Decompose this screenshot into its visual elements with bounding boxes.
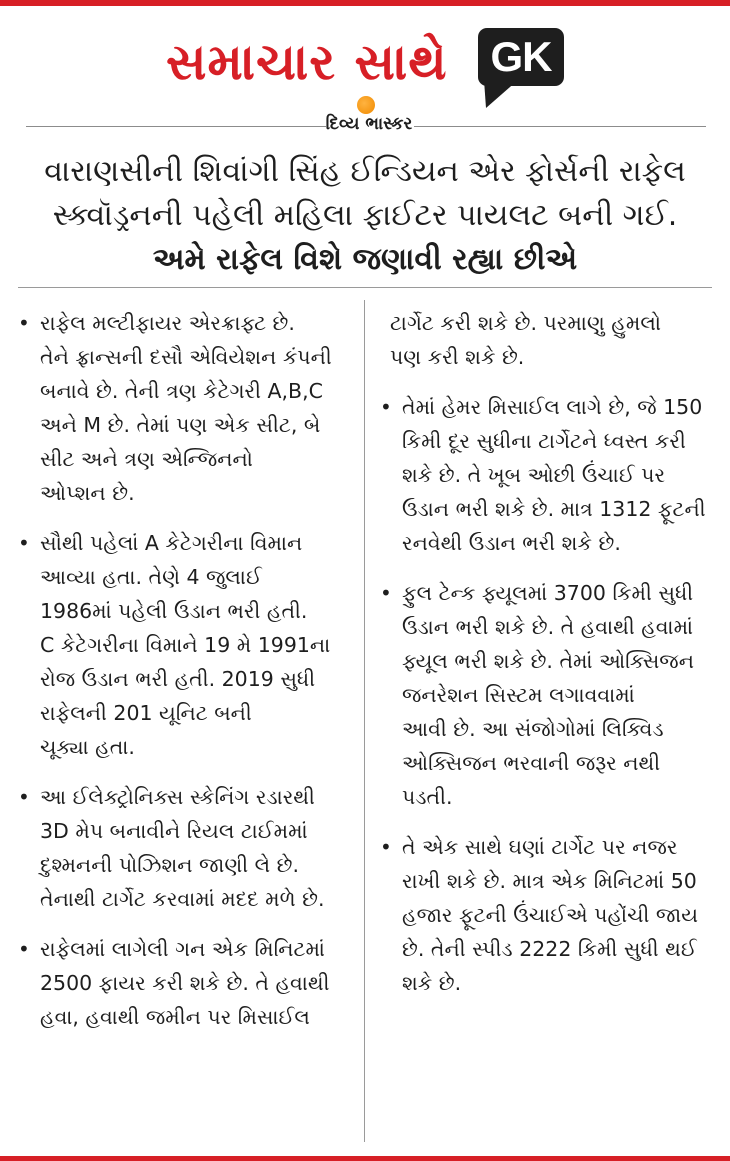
fact-line: ફ્યૂલ ભરી શકે છે. તેમાં ઓક્સિજન — [402, 649, 694, 673]
bullet-icon: • — [18, 311, 30, 335]
fact-item — [380, 390, 710, 560]
fact-item — [18, 932, 350, 1034]
fact-line: રનવેથી ઉડાન ભરી શકે છે. — [402, 531, 621, 555]
fact-line: કિમી દૂર સુધીના ટાર્ગેટને ધ્વસ્ત કરી — [402, 429, 686, 453]
speech-bubble-tail-icon — [484, 80, 524, 110]
fact-line: જનરેશન સિસ્ટમ લગાવવામાં — [402, 683, 635, 707]
gk-badge: GK — [478, 28, 564, 86]
fact-item — [18, 526, 350, 764]
bullet-icon: • — [380, 395, 392, 419]
fact-line: 3D મેપ બનાવીને રિયલ ટાઈમમાં — [40, 819, 308, 843]
fact-line: રાફેલ મલ્ટીફાયર એરક્રાફ્ટ છે. — [40, 311, 295, 335]
fact-line: ઉડાન ભરી શકે છે. તે હવાથી હવામાં — [402, 615, 694, 639]
fact-line: ફુલ ટેન્ક ફ્યૂલમાં 3700 કિમી સુધી — [402, 581, 694, 605]
bullet-icon: • — [18, 785, 30, 809]
fact-line: રાફેલની 201 યૂનિટ બની — [40, 701, 252, 725]
fact-line: છે. તેની સ્પીડ 2222 કિમી સુધી થઈ — [402, 937, 697, 961]
fact-line: હજાર ફૂટની ઉંચાઈએ પહોંચી જાય — [402, 903, 699, 927]
bullet-icon: • — [380, 835, 392, 859]
fact-line: 1986માં પહેલી ઉડાન ભરી હતી. — [40, 599, 308, 623]
headline-line: સ્ક્વૉડ્રનની પહેલી મહિલા ફાઈટર પાયલટ બની ગઈ. — [52, 198, 678, 233]
fact-line: તેનાથી ટાર્ગેટ કરવામાં મદદ મળે છે. — [40, 887, 325, 911]
section-divider — [18, 287, 712, 288]
fact-line: C કેટેગરીના વિમાને 19 મે 1991ના — [40, 633, 331, 657]
fact-line: અને M છે. તેમાં પણ એક સીટ, બે — [40, 413, 321, 437]
left-column — [18, 306, 350, 1050]
fact-item — [380, 830, 710, 1000]
fact-line: ઓપ્શન છે. — [40, 481, 135, 505]
fact-line: આવ્યા હતા. તેણે 4 જુલાઈ — [40, 565, 262, 589]
headline — [0, 150, 730, 282]
fact-item — [18, 780, 350, 916]
bottom-accent-bar — [0, 1156, 730, 1161]
fact-line: તે એક સાથે ઘણાં ટાર્ગેટ પર નજર — [402, 835, 678, 859]
fact-line: ઓક્સિજન ભરવાની જરૂર નથી — [402, 751, 661, 775]
fact-line: રાખી શકે છે. માત્ર એક મિનિટમાં 50 — [402, 869, 697, 893]
headline-line: વારાણસીની શિવાંગી સિંહ ઈન્ડિયન એર ફોર્સની રાફેલ — [44, 154, 686, 189]
fact-item — [18, 306, 350, 510]
fact-item-continued — [380, 306, 710, 374]
brand-logo: દિવ્ય ભાસ્કર — [325, 114, 413, 134]
brand-divider-right — [414, 126, 706, 127]
fact-line: તેમાં હેમર મિસાઈલ લાગે છે, જે 150 — [402, 395, 703, 419]
fact-line: ઉડાન ભરી શકે છે. માત્ર 1312 ફૂટની — [402, 497, 706, 521]
fact-item — [380, 576, 710, 814]
masthead-title: સમાચાર સાથે — [166, 33, 448, 91]
fact-line: હવા, હવાથી જમીન પર મિસાઈલ — [40, 1005, 310, 1029]
sun-logo-icon — [357, 96, 375, 114]
fact-line: આવી છે. આ સંજોગોમાં લિક્વિડ — [402, 717, 664, 741]
fact-line: સૌથી પહેલાં A કેટેગરીના વિમાન — [40, 531, 303, 555]
fact-line: ચૂક્યા હતા. — [40, 735, 135, 759]
top-accent-bar — [0, 0, 730, 6]
column-divider — [364, 300, 365, 1142]
fact-line: બનાવે છે. તેની ત્રણ કેટેગરી A,B,C — [40, 379, 323, 403]
bullet-icon: • — [18, 531, 30, 555]
headline-subline: અમે રાફેલ વિશે જણાવી રહ્યા છીએ — [152, 242, 578, 277]
fact-line: દુશ્મનની પોઝિશન જાણી લે છે. — [40, 853, 300, 877]
fact-line: તેને ફ્રાન્સની દસૌ એવિયેશન કંપની — [40, 345, 332, 369]
bullet-icon: • — [18, 937, 30, 961]
fact-line: ટાર્ગેટ કરી શકે છે. પરમાણુ હુમલો — [390, 311, 661, 335]
bullet-icon: • — [380, 581, 392, 605]
fact-line: રોજ ઉડાન ભરી હતી. 2019 સુધી — [40, 667, 316, 691]
fact-line: આ ઈલેક્ટ્રોનિક્સ સ્કેનિંગ રડારથી — [40, 785, 315, 809]
fact-line: શકે છે. તે ખૂબ ઓછી ઉંચાઈ પર — [402, 463, 666, 487]
fact-line: શકે છે. — [402, 971, 462, 995]
fact-line: પડતી. — [402, 785, 453, 809]
right-column — [380, 306, 710, 1016]
fact-line: પણ કરી શકે છે. — [390, 345, 525, 369]
brand-row — [26, 114, 706, 144]
fact-line: 2500 ફાયર કરી શકે છે. તે હવાથી — [40, 971, 330, 995]
fact-line: સીટ અને ત્રણ એન્જિનનો — [40, 447, 253, 471]
fact-line: રાફેલમાં લાગેલી ગન એક મિનિટમાં — [40, 937, 325, 961]
brand-divider-left — [26, 126, 326, 127]
